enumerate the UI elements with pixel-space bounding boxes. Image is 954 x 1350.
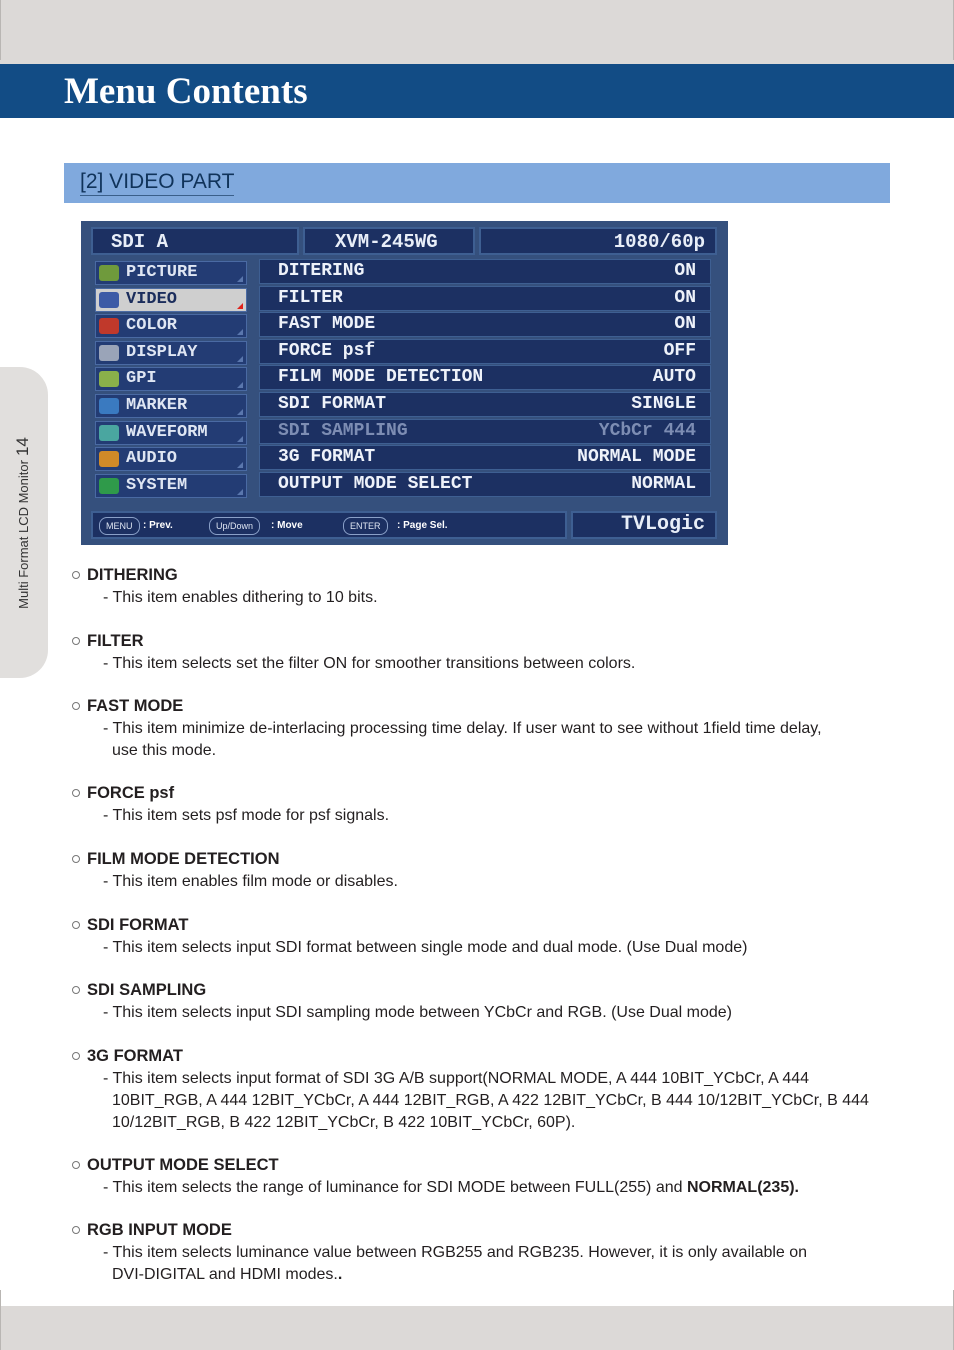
osd-setting-row[interactable]: [259, 392, 711, 417]
page-top-band: [0, 0, 954, 64]
section-title: [2] VIDEO PART: [80, 169, 234, 196]
osd-menu-item-display[interactable]: [95, 341, 247, 365]
submenu-arrow-icon: [237, 409, 243, 415]
osd-setting-row[interactable]: [259, 286, 711, 311]
menu-item-label: AUDIO: [126, 449, 178, 469]
entry-heading: FILM MODE DETECTION: [87, 850, 280, 868]
osd-menu-item-system[interactable]: [95, 474, 247, 498]
submenu-arrow-icon: [237, 489, 243, 495]
submenu-arrow-icon: [237, 436, 243, 442]
menu-item-label: VIDEO: [126, 289, 178, 309]
entry-description: [103, 718, 893, 762]
osd-menu-item-color[interactable]: [95, 314, 247, 338]
page-bottom-band: [0, 1306, 954, 1350]
display-icon: [99, 345, 119, 361]
entry-bold-text: .: [337, 1266, 343, 1283]
entry-line: 10BIT_RGB, A 444 12BIT_YCbCr, A 444 12BIT_RGB, A 422 12BIT_YCbCr, B 444 10/12BIT_YCbCr, B 444: [112, 1092, 869, 1109]
setting-value: NORMAL: [631, 473, 696, 494]
gpi-icon: [99, 371, 119, 387]
setting-value: ON: [674, 314, 696, 335]
entry-description: [103, 1177, 893, 1199]
title-bar: [0, 64, 954, 118]
entry-line: - This item selects input SDI sampling mode between YCbCr and RGB. (Use Dual mode): [103, 1004, 733, 1021]
osd-input-label: SDI A: [91, 227, 299, 255]
osd-menu-item-video[interactable]: [95, 288, 247, 312]
setting-value: ON: [674, 261, 696, 281]
entry-description: [103, 937, 893, 959]
entry-line: - This item selects input format of SDI 3G A/B support(NORMAL MODE, A 444 10BIT_YCbCr, A 444: [103, 1070, 810, 1087]
submenu-arrow-icon: [237, 276, 243, 282]
bullet-icon: [72, 702, 80, 710]
osd-setting-row[interactable]: [259, 472, 711, 497]
entry-heading: SDI FORMAT: [87, 916, 189, 934]
entry-line: - This item selects input SDI format between single mode and dual mode. (Use Dual mode): [103, 939, 748, 956]
setting-name: FILTER: [278, 287, 343, 308]
entry-heading: FORCE psf: [87, 784, 175, 802]
bullet-icon: [72, 1052, 80, 1060]
setting-value: NORMAL MODE: [577, 447, 696, 468]
entry-description: [103, 805, 893, 827]
setting-name: FORCE psf: [278, 340, 376, 361]
osd-menu-item-marker[interactable]: [95, 394, 247, 418]
color-icon: [99, 318, 119, 334]
submenu-arrow-icon: [237, 303, 243, 309]
osd-format-label: 1080/60p: [479, 227, 717, 255]
menu-item-label: PICTURE: [126, 263, 198, 282]
setting-name: SDI SAMPLING: [278, 420, 408, 441]
manual-name: Multi Format LCD Monitor: [16, 460, 31, 609]
entry-line: - This item selects the range of luminance for SDI MODE between FULL(255) and: [103, 1179, 683, 1196]
osd-key-guide: [91, 511, 567, 539]
osd-setting-row[interactable]: [259, 445, 711, 470]
setting-value: YCbCr 444: [598, 420, 696, 441]
setting-name: 3G FORMAT: [278, 447, 376, 468]
menu-key-icon: MENU: [99, 517, 140, 535]
osd-video-settings-list: [259, 259, 711, 507]
bullet-icon: [72, 855, 80, 863]
audio-icon: [99, 451, 119, 467]
osd-setting-row[interactable]: [259, 259, 711, 284]
entry-description: [103, 587, 893, 609]
osd-menu-item-picture[interactable]: [95, 261, 247, 285]
setting-name: DITERING: [278, 261, 365, 281]
updown-key-label: : Move: [271, 520, 303, 531]
entry-heading: SDI SAMPLING: [87, 981, 207, 999]
entry-line: - This item selects set the filter ON for smoother transitions between colors.: [103, 655, 636, 672]
osd-brand-logo: TVLogic: [571, 511, 717, 539]
side-label: [13, 437, 33, 609]
osd-menu-item-gpi[interactable]: [95, 367, 247, 391]
bullet-icon: [72, 789, 80, 797]
setting-value: ON: [674, 287, 696, 308]
menu-item-label: GPI: [126, 369, 157, 389]
entry-heading: FAST MODE: [87, 697, 184, 715]
submenu-arrow-icon: [237, 462, 243, 468]
entry-heading: 3G FORMAT: [87, 1047, 183, 1065]
entry-heading: RGB INPUT MODE: [87, 1221, 232, 1239]
setting-value: AUTO: [652, 367, 696, 388]
submenu-arrow-icon: [237, 382, 243, 388]
submenu-arrow-icon: [237, 356, 243, 362]
picture-icon: [99, 265, 119, 281]
crop-mark: [0, 1290, 1, 1350]
entry-description: [103, 1002, 893, 1024]
bullet-icon: [72, 571, 80, 579]
entry-heading: OUTPUT MODE SELECT: [87, 1156, 279, 1174]
bullet-icon: [72, 1161, 80, 1169]
setting-name: FILM MODE DETECTION: [278, 367, 484, 388]
bullet-icon: [72, 1226, 80, 1234]
entry-line: - This item selects luminance value between RGB255 and RGB235. However, it is only available on: [103, 1244, 808, 1261]
entry-line: DVI-DIGITAL and HDMI modes.: [112, 1266, 338, 1283]
bullet-icon: [72, 637, 80, 645]
bullet-icon: [72, 986, 80, 994]
osd-setting-row[interactable]: [259, 339, 711, 364]
entry-line: - This item minimize de-interlacing processing time delay. If user want to see without 1field time delay,: [103, 720, 822, 737]
entry-line: - This item enables dithering to 10 bits.: [103, 589, 378, 606]
video-icon: [99, 292, 119, 308]
setting-name: SDI FORMAT: [278, 394, 387, 414]
entry-description: [103, 1068, 893, 1134]
osd-menu-item-waveform[interactable]: [95, 421, 247, 445]
osd-setting-row: [259, 419, 711, 444]
menu-item-label: DISPLAY: [126, 342, 198, 362]
entry-description: [103, 1242, 893, 1286]
osd-menu-screenshot: [81, 221, 728, 545]
entry-description: [103, 871, 893, 893]
osd-model-label: XVM-245WG: [303, 227, 475, 255]
osd-category-menu: [95, 261, 251, 503]
entry-heading: DITHERING: [87, 566, 178, 584]
entry-line: - This item sets psf mode for psf signals.: [103, 807, 390, 824]
menu-item-label: MARKER: [126, 396, 188, 415]
submenu-arrow-icon: [237, 329, 243, 335]
crop-mark: [0, 0, 1, 60]
bullet-icon: [72, 921, 80, 929]
entry-line: 10/12BIT_RGB, B 422 12BIT_YCbCr, B 422 10BIT_YCbCr, 60P).: [112, 1114, 576, 1131]
enter-key-label: : Page Sel.: [397, 520, 448, 531]
menu-item-label: COLOR: [126, 316, 178, 336]
entry-line: use this mode.: [112, 742, 217, 759]
setting-name: FAST MODE: [278, 314, 376, 335]
osd-setting-row[interactable]: [259, 312, 711, 337]
setting-value: SINGLE: [631, 394, 696, 414]
setting-value: OFF: [663, 340, 696, 361]
entry-description: [103, 653, 893, 675]
updown-key-icon: Up/Down: [209, 517, 260, 535]
entry-bold-text: NORMAL(235).: [686, 1179, 799, 1196]
page-number: 14: [13, 437, 32, 457]
osd-menu-item-audio[interactable]: [95, 447, 247, 471]
page-title: Menu Contents: [64, 71, 308, 112]
menu-item-label: WAVEFORM: [126, 422, 208, 442]
enter-key-icon: ENTER: [343, 517, 388, 535]
menu-key-label: : Prev.: [143, 520, 173, 531]
entry-line: - This item enables film mode or disables.: [103, 873, 398, 890]
marker-icon: [99, 398, 119, 414]
osd-setting-row[interactable]: [259, 365, 711, 390]
setting-name: OUTPUT MODE SELECT: [278, 473, 473, 494]
system-icon: [99, 478, 119, 494]
section-header: [64, 163, 890, 203]
entry-heading: FILTER: [87, 632, 144, 650]
menu-item-label: SYSTEM: [126, 475, 188, 495]
waveform-icon: [99, 425, 119, 441]
